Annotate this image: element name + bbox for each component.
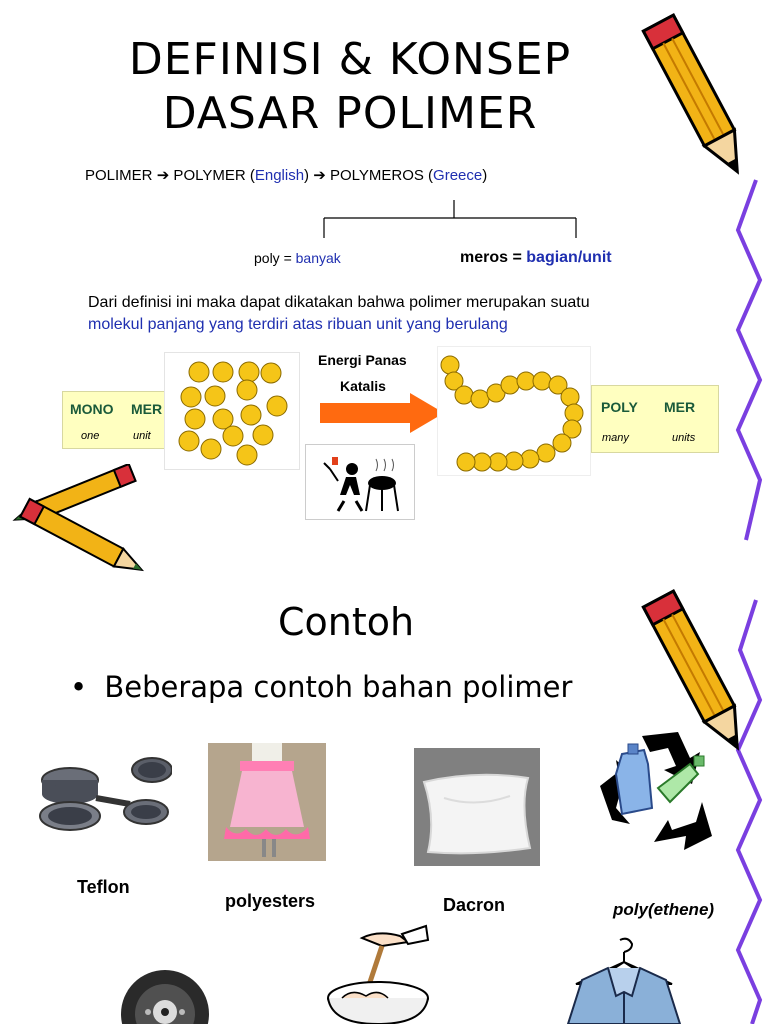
definition-line-1: Dari definisi ini maka dapat dikatakan bahwa polimer merupakan suatu bbox=[88, 294, 590, 311]
many-word: many bbox=[602, 432, 629, 444]
mer-word: MER bbox=[131, 401, 163, 417]
skirt-image bbox=[208, 743, 326, 861]
caption-polyethene: poly(ethene) bbox=[613, 900, 715, 919]
etym-greece: Greece bbox=[433, 167, 483, 184]
caption-polyesters: polyesters bbox=[225, 891, 316, 911]
meros-meaning-text: bagian/unit bbox=[526, 249, 612, 266]
mono-word: MONO bbox=[70, 401, 114, 417]
slide-title-line-1: DEFINISI & KONSEP bbox=[128, 34, 572, 85]
caption-teflon: Teflon bbox=[77, 877, 130, 897]
recycle-icon bbox=[594, 724, 724, 860]
meros-meaning bbox=[460, 249, 612, 267]
poly-word: poly = bbox=[254, 250, 296, 266]
units-word: units bbox=[672, 432, 696, 444]
etym-close-1: ) bbox=[304, 167, 314, 184]
mono-mer-box bbox=[62, 391, 168, 449]
jacket-icon bbox=[562, 936, 686, 1024]
one-word: one bbox=[81, 430, 100, 442]
arrow-icon: ➔ bbox=[156, 167, 170, 184]
etym-polymer: POLYMER ( bbox=[169, 167, 255, 184]
etym-english: English bbox=[254, 167, 305, 184]
slide-2-title: Contoh bbox=[278, 600, 415, 644]
polymer-chain-image bbox=[437, 346, 591, 476]
unit-word: unit bbox=[133, 430, 151, 442]
poly-box-word: POLY bbox=[601, 399, 638, 415]
poly-mer-box bbox=[591, 385, 719, 453]
mer-box-word: MER bbox=[664, 399, 696, 415]
poly-meaning bbox=[254, 250, 341, 266]
etymology-line bbox=[85, 166, 487, 184]
pillow-icon bbox=[414, 748, 540, 866]
skirt-icon bbox=[208, 743, 326, 861]
slide-title-line-2: DASAR POLIMER bbox=[162, 88, 538, 139]
mixing-bowl-icon bbox=[322, 918, 434, 1024]
pan-icon bbox=[36, 750, 172, 840]
crossed-pencils-icon bbox=[0, 464, 156, 574]
monomer-circles bbox=[165, 353, 299, 469]
arrow-icon: ➔ bbox=[313, 167, 326, 184]
speaker-icon bbox=[118, 962, 212, 1024]
pillow-image bbox=[414, 748, 540, 866]
pencil-icon-top bbox=[640, 2, 750, 186]
etym-polymeros: POLYMEROS ( bbox=[325, 167, 434, 184]
barbecue-image bbox=[305, 444, 415, 520]
split-bracket bbox=[320, 198, 580, 240]
poly-meaning-text: banyak bbox=[295, 250, 341, 266]
meros-word: meros = bbox=[460, 249, 527, 266]
barbecue-icon bbox=[306, 445, 414, 519]
orange-arrow-icon bbox=[318, 392, 446, 434]
etym-close-2: ) bbox=[482, 167, 488, 184]
process-label-energy: Energi Panas bbox=[318, 352, 407, 368]
process-label-catalyst: Katalis bbox=[340, 378, 386, 394]
monomer-image bbox=[164, 352, 300, 470]
bullet-item bbox=[70, 670, 572, 704]
caption-dacron: Dacron bbox=[443, 895, 506, 915]
etym-polimer: POLIMER bbox=[85, 167, 157, 184]
bullet-icon: • bbox=[70, 670, 88, 704]
definition-line-2: molekul panjang yang terdiri atas ribuan unit yang berulang bbox=[88, 316, 508, 333]
bullet-text: Beberapa contoh bahan polimer bbox=[104, 670, 573, 704]
polymer-chain bbox=[438, 347, 590, 475]
